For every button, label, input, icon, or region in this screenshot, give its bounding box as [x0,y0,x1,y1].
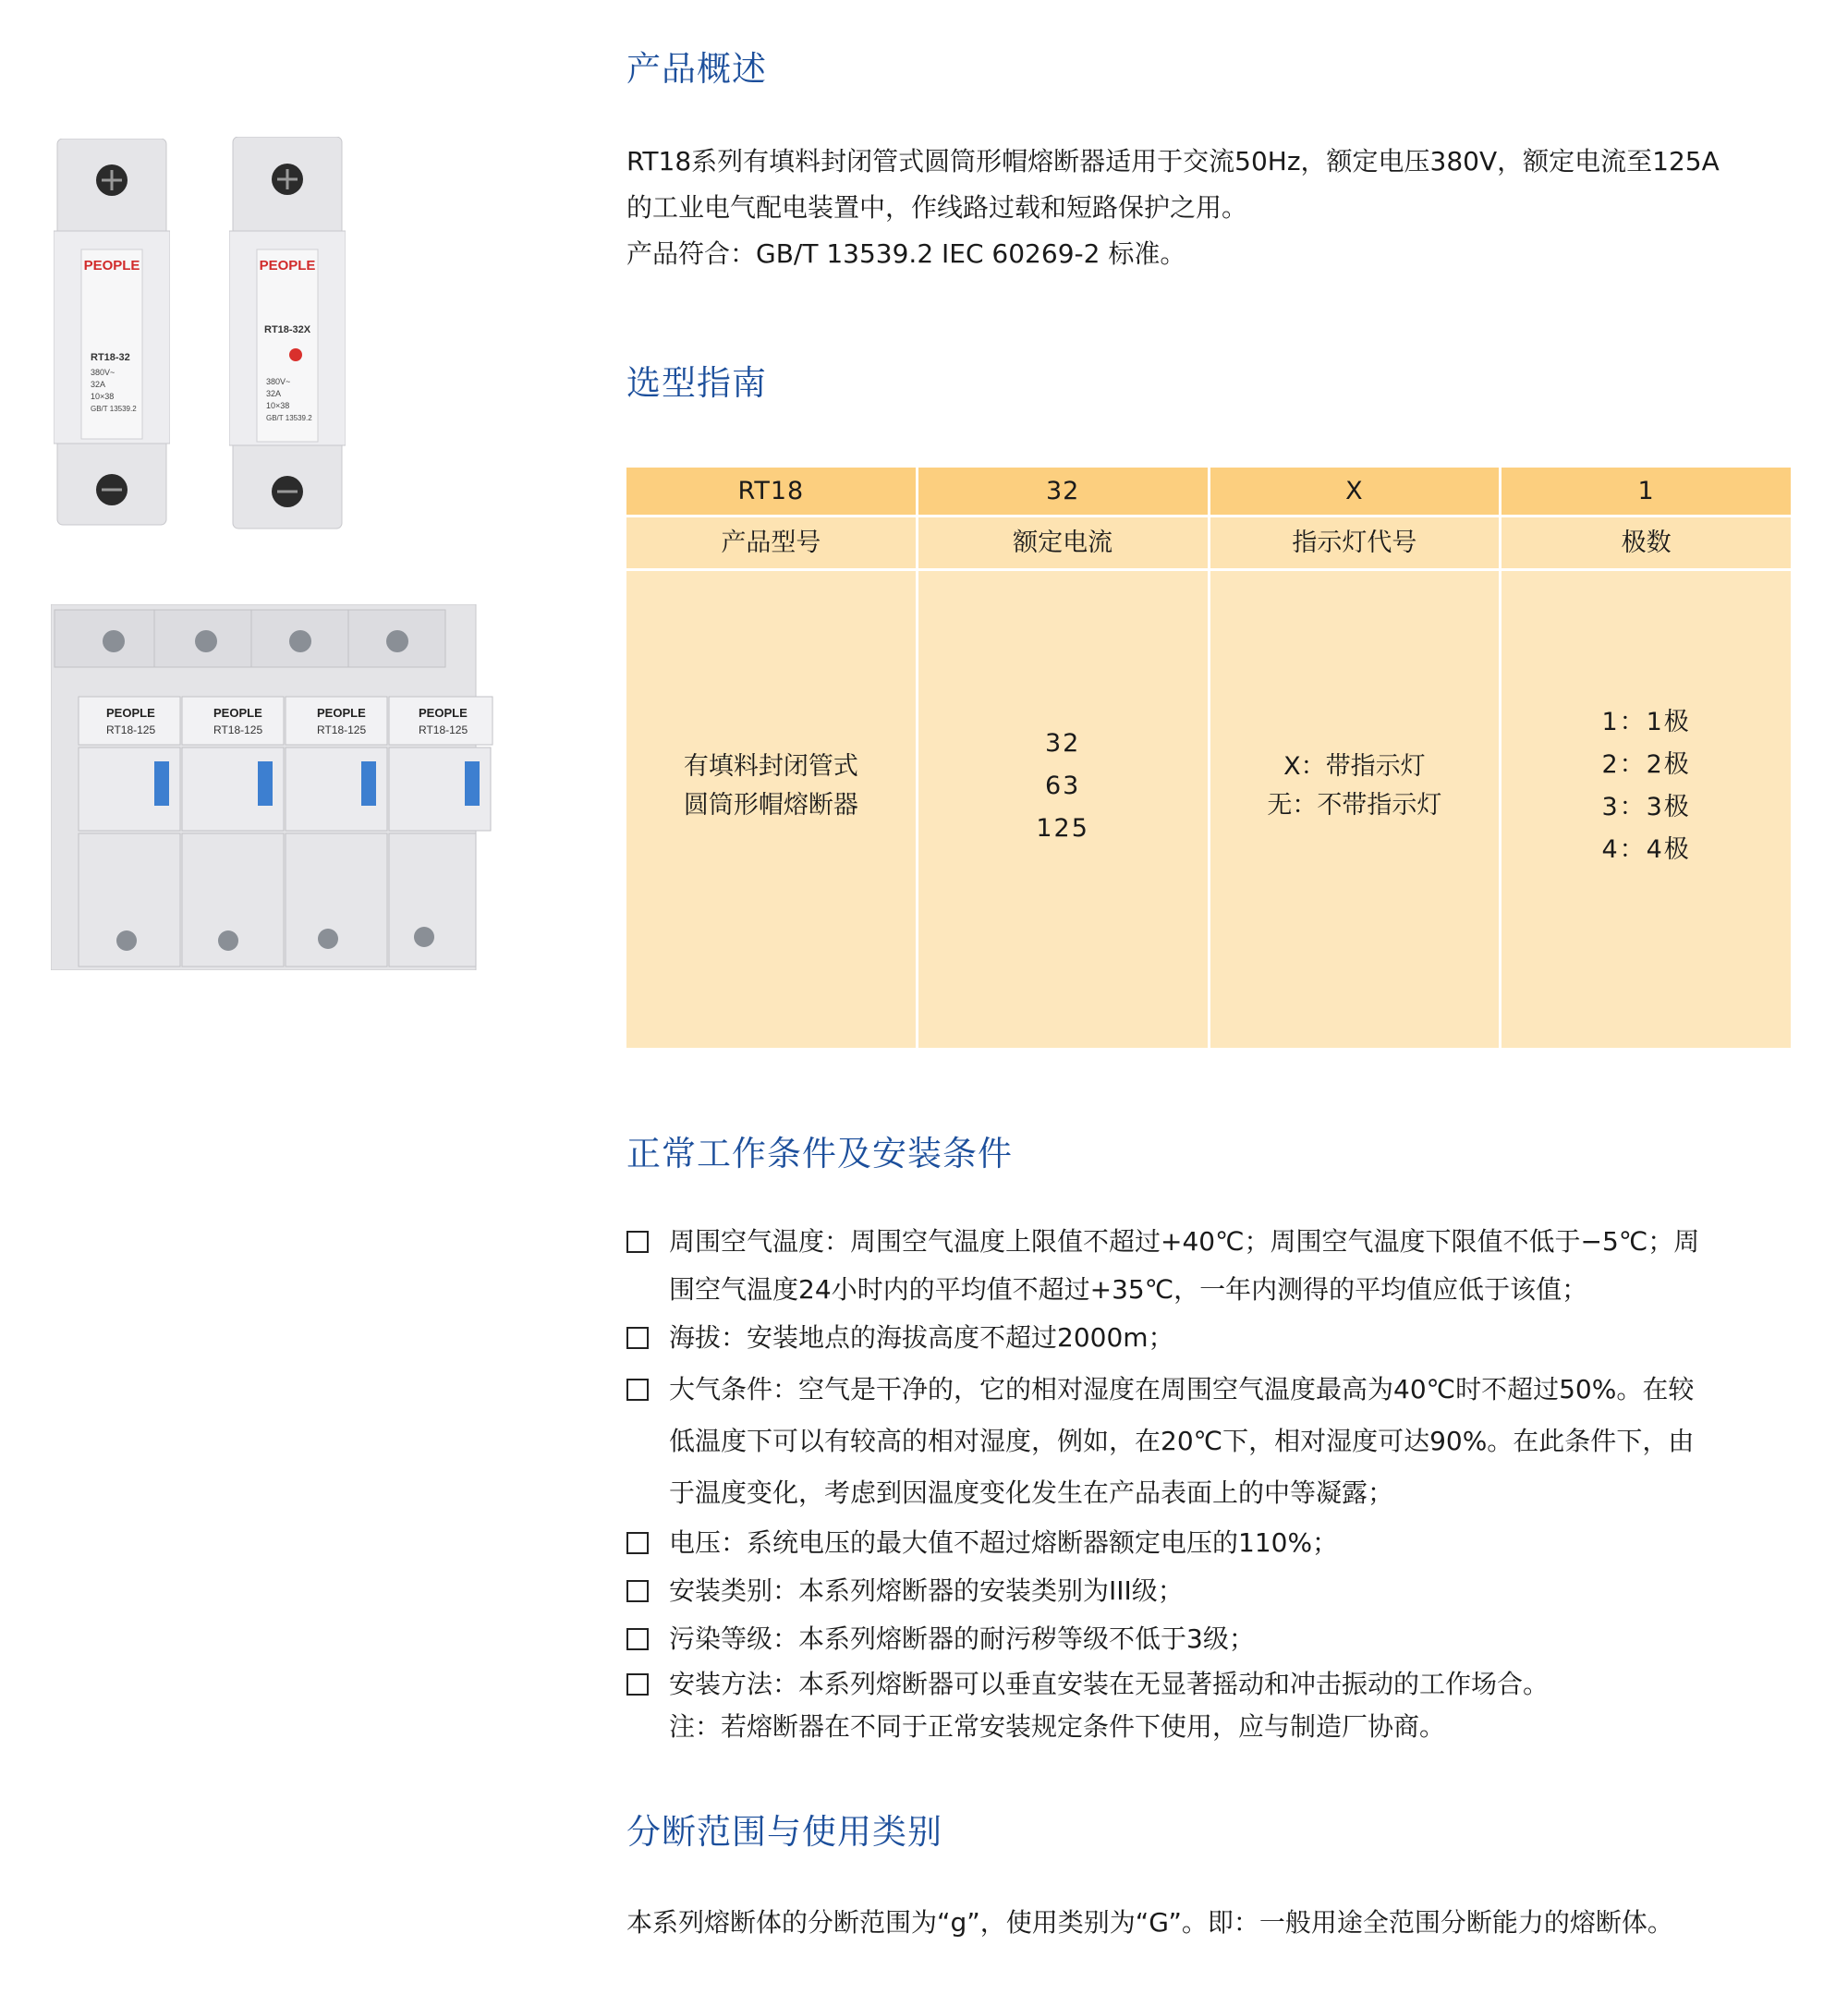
guide-detail-row [626,571,1791,1048]
header-model: 产品型号 [626,517,916,568]
spec-voltage: 380V~ [266,377,291,386]
detail-line: 4：4极 [1601,835,1691,864]
checkbox-icon [626,1628,649,1650]
svg-text:RT18-125: RT18-125 [213,723,263,736]
detail-rated-current [916,571,1208,1048]
condition-text: 电压：系统电压的最大值不超过熔断器额定电压的110%； [669,1527,1339,1558]
detail-model [626,571,916,1048]
product-images [0,0,554,1016]
conditions-list [626,1218,1818,1748]
conditions-title: 正常工作条件及安装条件 [626,1134,1013,1173]
code-cell-indicator: X [1208,468,1500,515]
fuse-holder-rt18-32x-image [229,137,346,530]
overview-line: RT18系列有填料封闭管式圆筒形帽熔断器适用于交流50Hz，额定电压380V，额定电流至125A [626,146,1720,176]
condition-text: 污染等级：本系列熔断器的耐污秽等级不低于3级； [669,1623,1255,1654]
checkbox-icon [626,1673,649,1696]
brand-logo: PEOPLE [83,258,140,274]
svg-text:RT18-125: RT18-125 [317,723,367,736]
checkbox-icon [626,1379,649,1401]
spec-size: 10×38 [91,392,115,401]
breaking-text: 本系列熔断体的分断范围为“g”，使用类别为“G”。即：一般用途全范围分断能力的熔断体。 [626,1907,1673,1938]
detail-line: X：带指示灯 [1283,752,1426,781]
overview-line: 的工业电气配电装置中，作线路过载和短路保护之用。 [626,192,1248,223]
condition-item-install-category [626,1567,1818,1615]
fuse-holder-rt18-32-image [54,139,170,527]
detail-line: 圆筒形帽熔断器 [683,791,858,820]
checkbox-icon [626,1532,649,1554]
condition-text: 围空气温度24小时内的平均值不超过+35℃，一年内测得的平均值应低于该值； [669,1274,1588,1305]
svg-text:PEOPLE: PEOPLE [419,706,468,720]
guide-code-row [626,468,1791,515]
header-indicator-code: 指示灯代号 [1208,517,1500,568]
detail-line: 32 [1044,729,1081,758]
svg-text:PEOPLE: PEOPLE [317,706,366,720]
code-cell-current: 32 [916,468,1208,515]
spec-standard: GB/T 13539.2 [266,414,312,422]
condition-item-altitude [626,1314,1818,1362]
overview-paragraph [626,139,1818,277]
checkbox-icon [626,1580,649,1602]
svg-text:PEOPLE: PEOPLE [213,706,262,720]
detail-indicator-code [1208,571,1500,1048]
detail-line: 3：3极 [1601,793,1691,821]
checkbox-icon [626,1327,649,1349]
svg-text:RT18-125: RT18-125 [106,723,156,736]
header-poles: 极数 [1499,517,1791,568]
code-cell-poles: 1 [1499,468,1791,515]
detail-line: 125 [1036,814,1089,843]
selection-guide-table [626,468,1791,1048]
condition-item-install-method [626,1663,1818,1748]
model-label: RT18-32 [91,352,130,363]
detail-line: 63 [1044,772,1081,800]
condition-item-atmosphere [626,1364,1818,1519]
spec-current: 32A [91,380,106,389]
detail-line: 无：不带指示灯 [1267,791,1442,820]
detail-poles [1499,571,1791,1048]
model-label: RT18-32X [264,324,311,335]
overview-title: 产品概述 [626,49,767,89]
condition-text: 安装方法：本系列熔断器可以垂直安装在无显著摇动和冲击振动的工作场合。 [669,1669,1550,1699]
brand-logo: PEOPLE [259,258,316,274]
condition-item-voltage [626,1519,1818,1567]
header-rated-current: 额定电流 [916,517,1208,568]
condition-text: 安装类别：本系列熔断器的安装类别为III级； [669,1575,1184,1606]
spec-voltage: 380V~ [91,368,116,377]
condition-item-pollution [626,1615,1818,1663]
detail-line: 1：1极 [1601,708,1691,736]
condition-note: 注：若熔断器在不同于正常安装规定条件下使用，应与制造厂协商。 [669,1711,1446,1742]
fuse-holder-rt18-125-four-pole-image [51,604,504,970]
window-icon [154,761,169,806]
spec-size: 10×38 [266,401,290,410]
checkbox-icon [626,1231,649,1253]
condition-text: 于温度变化，考虑到因温度变化发生在产品表面上的中等凝露； [669,1477,1394,1508]
indicator-light-icon [289,348,302,361]
condition-item-temperature [626,1218,1818,1314]
guide-header-row [626,517,1791,568]
spec-current: 32A [266,389,282,398]
condition-text: 周围空气温度：周围空气温度上限值不超过+40℃；周围空气温度下限值不低于−5℃；周 [669,1226,1700,1257]
guide-title: 选型指南 [626,363,767,403]
svg-text:PEOPLE: PEOPLE [106,706,155,720]
detail-line: 有填料封闭管式 [683,752,858,781]
condition-text: 海拔：安装地点的海拔高度不超过2000m； [669,1322,1174,1353]
condition-text: 大气条件：空气是干净的，它的相对湿度在周围空气温度最高为40℃时不超过50%。在较 [669,1374,1695,1404]
spec-standard: GB/T 13539.2 [91,405,137,413]
condition-text: 低温度下可以有较高的相对湿度，例如，在20℃下，相对湿度可达90%。在此条件下，由 [669,1426,1695,1456]
breaking-title: 分断范围与使用类别 [626,1812,942,1852]
svg-text:RT18-125: RT18-125 [419,723,468,736]
overview-standards-line: 产品符合：GB/T 13539.2 IEC 60269-2 标准。 [626,238,1186,269]
detail-line: 2：2极 [1601,750,1691,779]
code-cell-series: RT18 [626,468,916,515]
